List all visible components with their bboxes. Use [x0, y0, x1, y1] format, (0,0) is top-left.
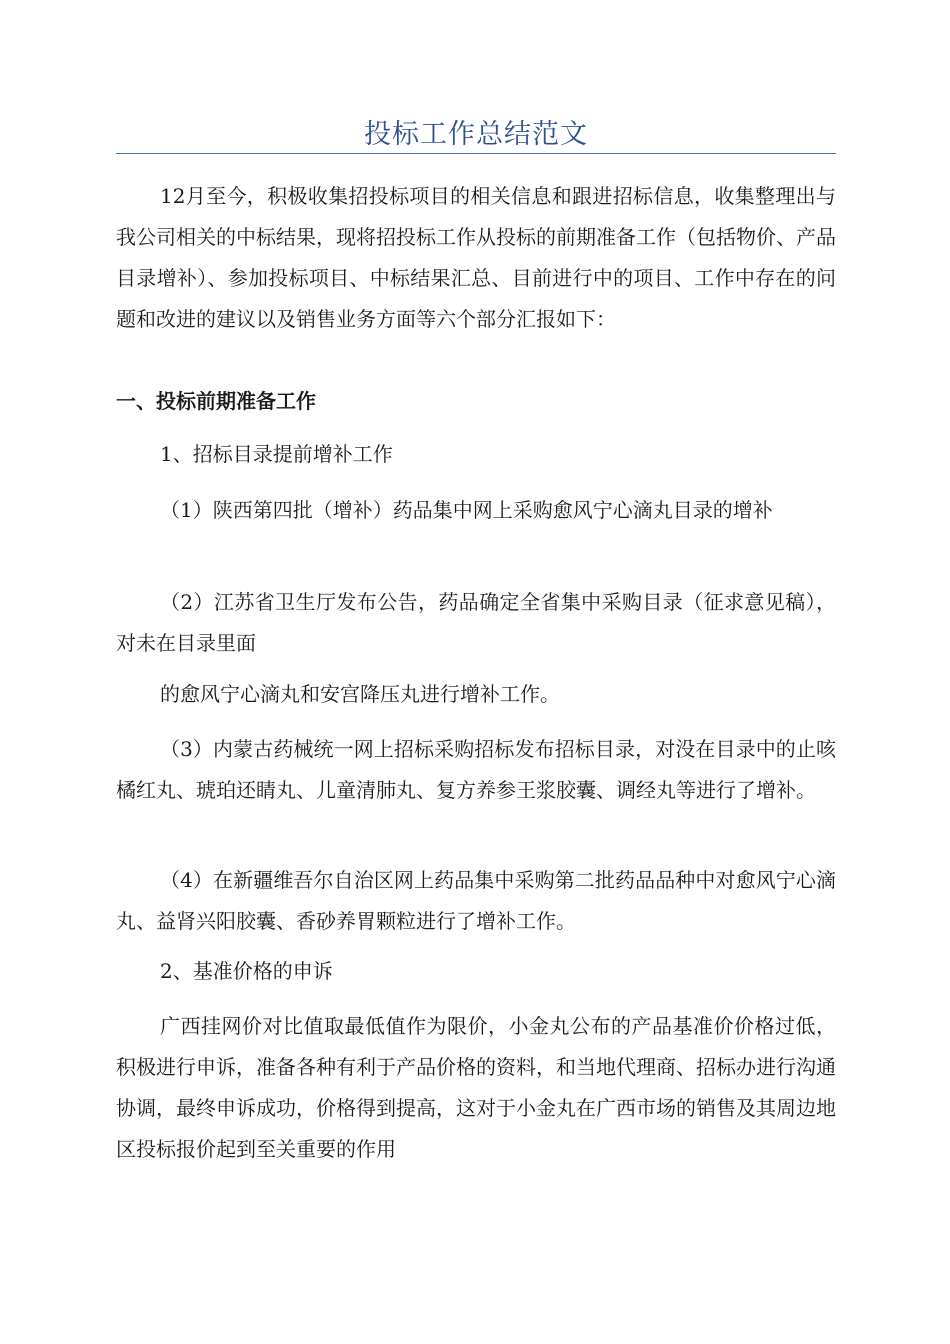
list-item-3: （3）内蒙古药械统一网上招标采购招标发布招标目录，对没在目录中的止咳橘红丸、琥珀还睛丸、儿童清肺丸、复方养参王浆胶囊、调经丸等进行了增补。: [116, 737, 836, 802]
list-item-2: （2）江苏省卫生厅发布公告，药品确定全省集中采购目录（征求意见稿），对未在目录里面: [116, 590, 836, 655]
title-underline: [116, 153, 836, 154]
document-title: 投标工作总结范文: [364, 119, 588, 150]
guangxi-paragraph: 广西挂网价对比值取最低值作为限价，小金丸公布的产品基准价价格过低，积极进行申诉，准备各种有利于产品价格的资料，和当地代理商、招标办进行沟通协调，最终申诉成功，价格得到提高，这对于小金丸在广西市场的销售及其周边地区投标报价起到至关重要的作用: [116, 1014, 836, 1161]
list-item-2-continued: 的愈风宁心滴丸和安宫降压丸进行增补工作。: [160, 682, 560, 706]
subheading-1: 1、招标目录提前增补工作: [160, 442, 393, 466]
intro-paragraph: 12月至今，积极收集招投标项目的相关信息和跟进招标信息，收集整理出与我公司相关的中标结果，现将招投标工作从投标的前期准备工作（包括物价、产品目录增补）、参加投标项目、中标结果汇总、目前进行中的项目、工作中存在的问题和改进的建议以及销售业务方面等六个部分汇报如下：: [116, 184, 836, 331]
list-item-4: （4）在新疆维吾尔自治区网上药品集中采购第二批药品品种中对愈风宁心滴丸、益肾兴阳胶囊、香砂养胃颗粒进行了增补工作。: [116, 868, 836, 933]
subheading-2: 2、基准价格的申诉: [160, 959, 333, 983]
list-item-1: （1）陕西第四批（增补）药品集中网上采购愈风宁心滴丸目录的增补: [160, 498, 773, 522]
section-heading-1: 一、投标前期准备工作: [116, 389, 316, 413]
